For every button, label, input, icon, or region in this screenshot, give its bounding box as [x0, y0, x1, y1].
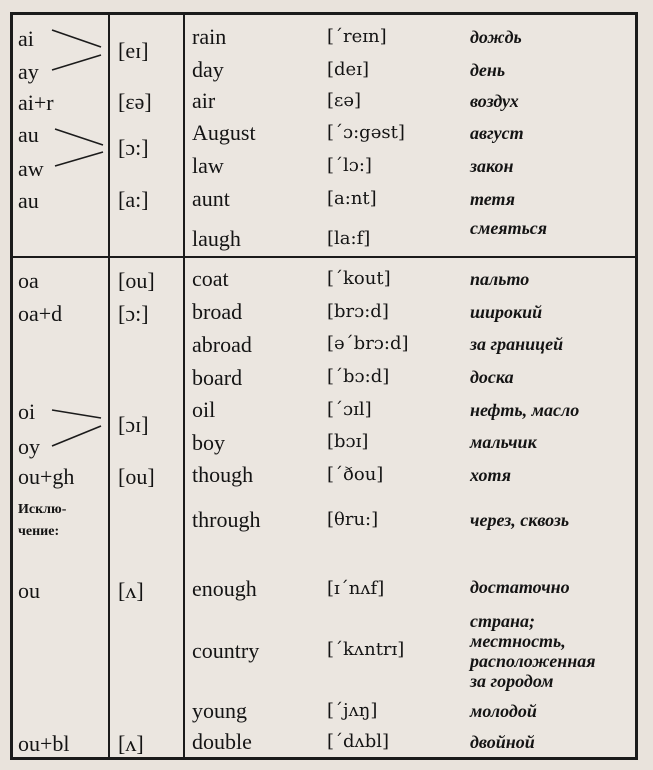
translation-country-line1: страна;	[470, 611, 535, 631]
letters-oad: oa+d	[18, 301, 63, 326]
letters-oy: oy	[18, 434, 40, 459]
transcription-board: [ˊbɔ:d]	[327, 366, 390, 387]
transcription-young: [ˊjʌŋ]	[327, 700, 378, 721]
letters-oa: oa	[18, 268, 39, 293]
translation-country-line3: расположенная	[470, 651, 596, 671]
exception-label-line1: Исклю-	[18, 502, 67, 517]
sound-o-long: [ɔ:]	[118, 135, 149, 160]
translation-oil: нефть, масло	[470, 400, 580, 420]
word-boy: boy	[192, 430, 225, 455]
transcription-enough: [ɪˊnʌf]	[327, 578, 385, 599]
transcription-abroad: [əˊbrɔ:d]	[327, 333, 409, 354]
transcription-country: [ˊkʌntrɪ]	[327, 639, 405, 660]
letters-ough: ou+gh	[18, 464, 75, 489]
translation-enough: достаточно	[470, 577, 570, 597]
transcription-aunt: [a:nt]	[327, 188, 377, 209]
word-air: air	[192, 88, 216, 113]
sound-ou: [ou]	[118, 268, 155, 293]
translation-double: двойной	[470, 732, 535, 752]
sound-ou-2: [ou]	[118, 464, 155, 489]
word-young: young	[192, 698, 247, 723]
letters-au-2: au	[18, 188, 39, 213]
word-country: country	[192, 638, 260, 663]
exception-label-line2: чение:	[18, 524, 60, 539]
translation-air: воздух	[470, 91, 519, 111]
transcription-oil: [ˊɔɪl]	[327, 399, 372, 420]
letters-air: ai+r	[18, 90, 54, 115]
section-divider	[10, 256, 638, 258]
column-divider-1	[108, 12, 110, 760]
translation-laugh: смеяться	[470, 218, 548, 238]
word-through: through	[192, 507, 261, 532]
sound-a-long: [a:]	[118, 187, 149, 212]
word-double: double	[192, 729, 252, 754]
translation-through: через, сквозь	[470, 510, 570, 530]
translation-august: август	[470, 123, 524, 143]
translation-day: день	[470, 60, 506, 80]
letters-ai: ai	[18, 26, 34, 51]
word-though: though	[192, 462, 254, 487]
word-coat: coat	[192, 266, 229, 291]
word-aunt: aunt	[192, 186, 230, 211]
transcription-boy: [bɔɪ]	[327, 431, 369, 452]
word-enough: enough	[192, 576, 257, 601]
translation-though: хотя	[470, 465, 512, 485]
word-rain: rain	[192, 24, 227, 49]
transcription-law: [ˊlɔ:]	[327, 155, 372, 176]
sound-wedge-2: [ʌ]	[118, 731, 144, 756]
transcription-august: [ˊɔ:gəst]	[327, 122, 405, 143]
transcription-through: [θru:]	[327, 509, 379, 530]
translation-young: молодой	[470, 701, 537, 721]
word-august: August	[192, 120, 256, 145]
letters-oubl: ou+bl	[18, 731, 70, 756]
word-day: day	[192, 57, 224, 82]
translation-boy: мальчик	[470, 432, 537, 452]
word-broad: broad	[192, 299, 243, 324]
transcription-day: [deɪ]	[327, 59, 369, 80]
transcription-broad: [brɔ:d]	[327, 301, 389, 322]
word-board: board	[192, 365, 243, 390]
translation-rain: дождь	[470, 27, 522, 47]
transcription-laugh: [la:f]	[327, 228, 371, 249]
transcription-coat: [ˊkout]	[327, 268, 391, 289]
column-divider-2	[183, 12, 185, 760]
transcription-double: [ˊdʌbl]	[327, 731, 390, 752]
translation-country-line4: за городом	[470, 671, 554, 691]
letters-aw: aw	[18, 156, 44, 181]
letters-ou: ou	[18, 578, 40, 603]
sound-ei: [eɪ]	[118, 38, 149, 63]
letters-au: au	[18, 122, 39, 147]
transcription-rain: [ˊreɪn]	[327, 26, 387, 47]
translation-board: доска	[470, 367, 514, 387]
sound-oi: [ɔɪ]	[118, 412, 149, 437]
letters-oi: oi	[18, 399, 36, 424]
word-abroad: abroad	[192, 332, 252, 357]
transcription-though: [ˊðou]	[327, 464, 384, 485]
word-laugh: laugh	[192, 226, 241, 251]
translation-broad: широкий	[470, 302, 543, 322]
sound-air: [ɛə]	[118, 89, 152, 114]
word-oil: oil	[192, 397, 216, 422]
translation-coat: пальто	[470, 269, 530, 289]
sound-o-long-2: [ɔ:]	[118, 301, 149, 326]
sound-wedge: [ʌ]	[118, 578, 144, 603]
translation-abroad: за границей	[470, 334, 564, 354]
transcription-air: [ɛə]	[327, 90, 362, 111]
translation-aunt: тетя	[470, 189, 516, 209]
translation-law: закон	[470, 156, 514, 176]
word-law: law	[192, 153, 224, 178]
letters-ay: ay	[18, 59, 39, 84]
translation-country-line2: местность,	[470, 631, 566, 651]
